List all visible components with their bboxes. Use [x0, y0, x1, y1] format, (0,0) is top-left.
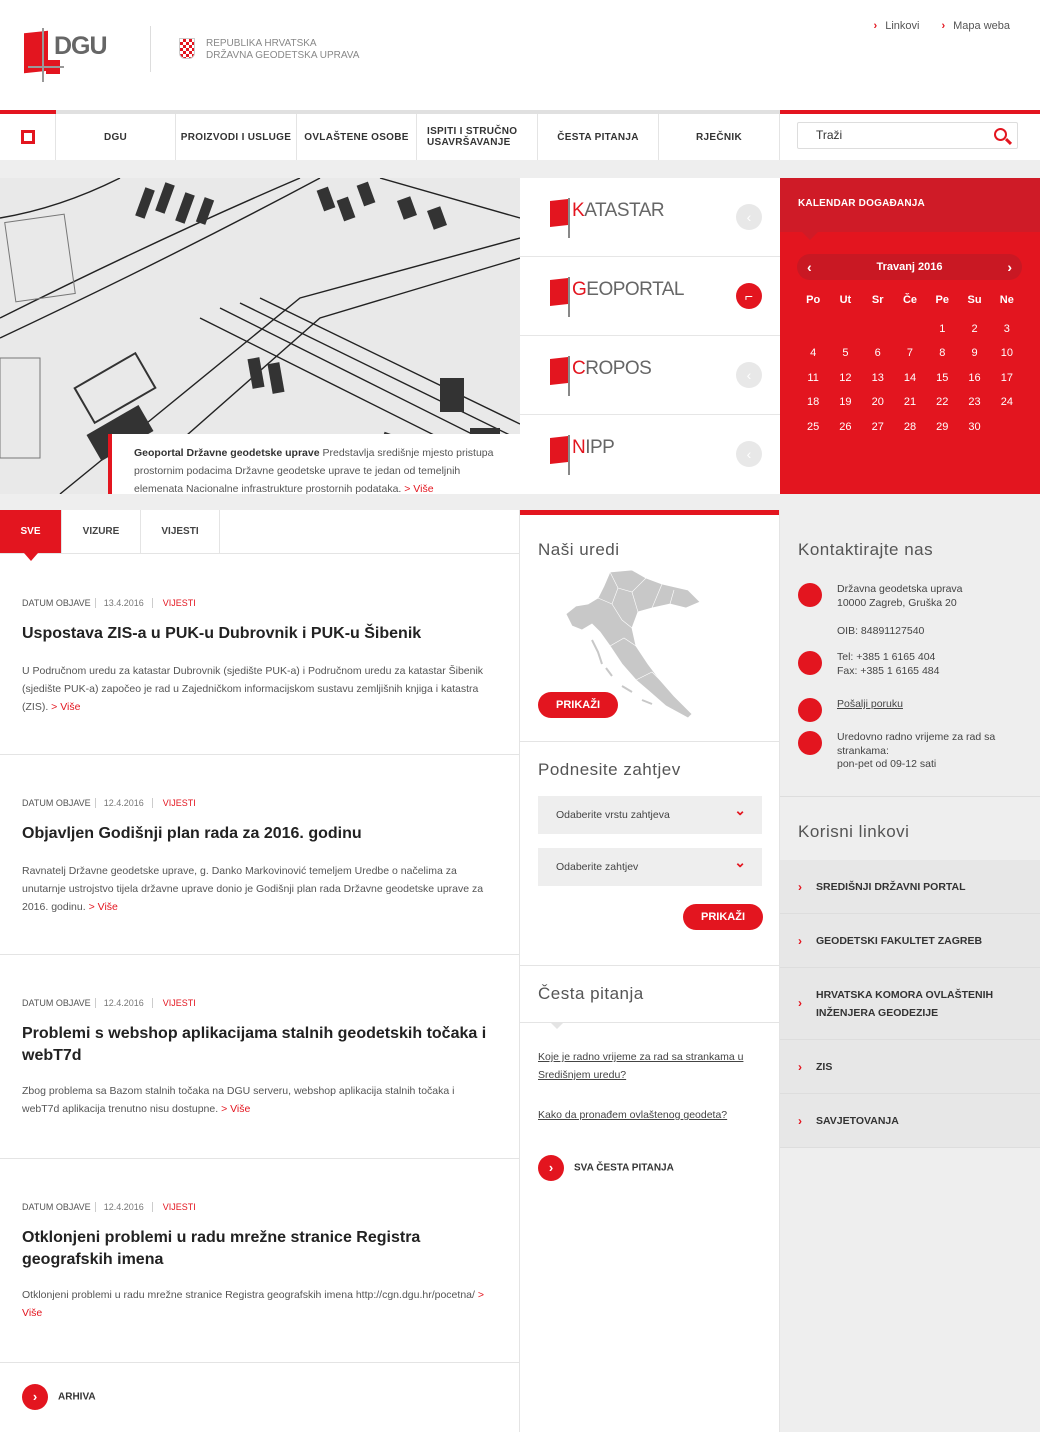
news-tabs — [0, 510, 519, 554]
app-logo-icon — [550, 277, 572, 311]
app-logo-icon — [550, 356, 572, 390]
calendar-weekday: Po — [806, 294, 821, 306]
chevron-right-icon: › — [798, 1114, 802, 1128]
calendar-day[interactable]: 23 — [968, 396, 981, 408]
app-name: NIPP — [572, 437, 615, 458]
nav-item-ispiti[interactable]: ISPITI I STRUČNO USAVRŠAVANJE — [417, 114, 538, 160]
news-article — [0, 955, 520, 1159]
organization-name — [206, 38, 359, 62]
nav-item-ovlastene-osobe[interactable]: OVLAŠTENE OSOBE — [297, 114, 417, 160]
article-category[interactable]: VIJESTI — [152, 998, 196, 1008]
calendar-day[interactable]: 10 — [1000, 347, 1013, 359]
request-title: Podnesite zahtjev — [538, 760, 681, 779]
calendar-day[interactable]: 13 — [871, 371, 884, 384]
article-date: 12.4.2016 — [95, 998, 152, 1008]
chevron-right-icon: › — [798, 1060, 802, 1074]
accent-bar — [520, 510, 779, 515]
app-logo-icon — [550, 435, 572, 469]
calendar-day[interactable]: 15 — [936, 371, 949, 384]
calendar-day[interactable]: 28 — [903, 420, 917, 433]
top-links — [874, 20, 1010, 32]
hero-caption-text: Predstavlja središnje mjesto pristupa prostornim podacima Državne geodetske uprave te jedan od temeljnih elemenata Nacionalne infrastrukture prostornih podataka. — [134, 447, 494, 494]
divider — [780, 796, 1040, 797]
calendar-day[interactable]: 25 — [807, 420, 820, 433]
article-more-link[interactable]: > Više — [88, 901, 118, 913]
calendar-day[interactable]: 27 — [871, 420, 884, 433]
article-body — [22, 1286, 494, 1322]
nav-item-rjecnik[interactable]: RJEČNIK — [659, 114, 780, 160]
calendar-day[interactable]: 6 — [874, 347, 881, 359]
app-name: CROPOS — [572, 358, 652, 379]
nav-home[interactable] — [0, 114, 56, 160]
event-calendar — [780, 178, 1040, 494]
news-article — [0, 555, 520, 755]
nav-item-cesta-pitanja[interactable]: ČESTA PITANJA — [538, 114, 659, 160]
faq-title: Česta pitanja — [538, 984, 644, 1003]
article-body — [22, 1082, 494, 1118]
calendar-day[interactable]: 29 — [936, 420, 949, 433]
location-pin-icon — [798, 583, 822, 607]
useful-link-label: SAVJETOVANJA — [816, 1115, 899, 1127]
nav-item-proizvodi[interactable]: PROIZVODI I USLUGE — [176, 114, 297, 160]
calendar-day[interactable]: 17 — [1000, 371, 1013, 384]
calendar-week — [797, 317, 1023, 342]
calendar-day[interactable]: 1 — [939, 322, 946, 335]
chevron-right-icon[interactable]: › — [1007, 259, 1012, 275]
useful-link-label: GEODETSKI FAKULTET ZAGREB — [816, 935, 983, 947]
app-logo-icon — [550, 198, 572, 232]
calendar-day[interactable]: 4 — [810, 347, 817, 359]
article-title[interactable]: Otklonjeni problemi u radu mrežne stranice Registra geografskih imena — [22, 1229, 421, 1268]
main-nav — [0, 110, 1040, 160]
article-body — [22, 862, 494, 916]
calendar-day[interactable]: 14 — [903, 371, 917, 384]
useful-link-label: ZIS — [816, 1061, 833, 1073]
article-body-text: Ravnatelj Državne geodetske uprave, g. Danko Markovinović temeljem Uredbe o načelima za unutarnje ustrojstvo tijela državne uprave donio je Godišnji plan rada Državne geodetske uprave za 2016. godinu. — [22, 865, 484, 913]
offices-title: Naši uredi — [538, 540, 620, 559]
chevron-right-icon: › — [941, 20, 946, 32]
calendar-week — [797, 366, 1023, 391]
article-meta-label: DATUM OBJAVE — [22, 998, 91, 1008]
calendar-weekday: Ut — [839, 294, 852, 306]
useful-links-title: Korisni linkovi — [798, 822, 910, 841]
all-faq-label: SVA ČESTA PITANJA — [574, 1162, 674, 1174]
app-geoportal[interactable] — [520, 257, 780, 336]
calendar-day[interactable]: 5 — [842, 347, 849, 359]
useful-links-list — [780, 860, 1040, 1148]
header — [0, 0, 1040, 110]
calendar-day[interactable]: 24 — [1000, 396, 1013, 408]
calendar-day — [894, 317, 926, 342]
calendar-weekday: Su — [967, 294, 982, 306]
article-meta-label: DATUM OBJAVE — [22, 1202, 91, 1212]
top-link-label: Linkovi — [885, 20, 920, 32]
calendar-day[interactable]: 22 — [936, 396, 949, 408]
hero-more-link[interactable]: > Više — [404, 483, 434, 494]
calendar-day[interactable]: 26 — [839, 420, 852, 433]
search-icon[interactable] — [994, 128, 1007, 141]
hero-caption-title: Geoportal Državne geodetske uprave — [134, 447, 320, 459]
request-show-button[interactable]: PRIKAŽI — [683, 904, 763, 930]
article-date: 12.4.2016 — [95, 1202, 152, 1212]
tab-sve[interactable]: SVE — [0, 510, 62, 553]
chevron-left-icon[interactable]: ‹ — [807, 259, 812, 275]
spacer — [0, 494, 1040, 510]
app-katastar[interactable] — [520, 178, 780, 257]
calendar-week — [797, 415, 1023, 440]
article-category[interactable]: VIJESTI — [152, 598, 196, 608]
calendar-day[interactable]: 9 — [971, 347, 978, 359]
home-icon — [21, 130, 35, 144]
chevron-icon[interactable]: ‹ — [736, 204, 762, 230]
app-nipp[interactable] — [520, 415, 780, 494]
nav-item-dgu[interactable]: DGU — [56, 114, 176, 160]
contact-oib: OIB: 84891127540 — [837, 625, 925, 637]
calendar-grid — [797, 288, 1023, 439]
calendar-day — [991, 415, 1023, 440]
offices-show-button[interactable]: PRIKAŽI — [538, 692, 618, 718]
calendar-month-label: Travanj 2016 — [876, 261, 943, 273]
useful-link-item[interactable] — [780, 914, 1040, 968]
calendar-day[interactable]: 16 — [968, 371, 981, 384]
search-input[interactable] — [797, 122, 1018, 149]
calendar-month-selector — [797, 254, 1022, 280]
request-type-select[interactable]: Odaberite vrstu zahtjeva ⌄ — [538, 796, 762, 834]
article-meta — [22, 598, 196, 608]
contact-title: Kontaktirajte nas — [798, 540, 934, 559]
article-body-text: Otklonjeni problemi u radu mrežne stranice Registra geografskih imena http://cgn.dgu.hr/pocetna/ — [22, 1289, 475, 1301]
top-link-linkovi[interactable] — [874, 20, 920, 32]
calendar-week — [797, 390, 1023, 415]
request-select[interactable]: Odaberite zahtjev ⌄ — [538, 848, 762, 886]
article-category[interactable]: VIJESTI — [152, 798, 196, 808]
calendar-day — [797, 317, 829, 342]
header-separator — [150, 26, 151, 72]
useful-link-label: HRVATSKA KOMORA OVLAŠTENIH INŽENJERA GEODEZIJE — [816, 989, 994, 1019]
useful-link-item[interactable] — [780, 1040, 1040, 1094]
chevron-right-icon: › — [22, 1384, 48, 1410]
useful-link-label: SREDIŠNJI DRŽAVNI PORTAL — [816, 881, 966, 893]
calendar-day[interactable]: 8 — [939, 347, 946, 359]
article-more-link[interactable]: > Više — [22, 1289, 484, 1319]
article-body — [22, 662, 494, 716]
clock-icon — [798, 731, 822, 755]
envelope-icon — [798, 698, 822, 722]
article-body-text: Zbog problema sa Bazom stalnih točaka na DGU serveru, webshop aplikacija stalnih točaka i webT7d aplikacija trenutno nisu dostupne. — [22, 1085, 455, 1115]
spacer — [0, 160, 1040, 178]
faq-question-link[interactable]: Koje je radno vrijeme za rad sa strankama u Središnjem uredu? — [538, 1051, 744, 1081]
article-meta — [22, 798, 196, 808]
chevron-right-icon: › — [538, 1155, 564, 1181]
article-date: 12.4.2016 — [95, 798, 152, 808]
useful-link-item[interactable] — [780, 968, 1040, 1040]
calendar-day[interactable]: 30 — [968, 420, 981, 433]
article-meta-label: DATUM OBJAVE — [22, 798, 91, 808]
calendar-day[interactable]: 3 — [1003, 322, 1010, 335]
article-category[interactable]: VIJESTI — [152, 1202, 196, 1212]
calendar-day[interactable]: 12 — [839, 371, 852, 384]
article-body-text: U Područnom uredu za katastar Dubrovnik (sjedište PUK-a) i Područnom uredu za katastar Šibenik (sjedište PUK-a) započeo je rad u Zajedničkom informacijskom sustavu zemljišnih knjiga i katastra (ZIS). — [22, 665, 484, 713]
divider — [520, 741, 779, 742]
divider — [520, 965, 779, 966]
calendar-weekday: Sr — [871, 294, 884, 306]
chevron-icon[interactable]: ‹ — [736, 362, 762, 388]
tab-vizure[interactable]: VIZURE — [62, 510, 141, 553]
faq-question-link[interactable]: Kako da pronađem ovlaštenog geodeta? — [538, 1109, 728, 1121]
search-placeholder: Traži — [816, 128, 843, 142]
article-date: 13.4.2016 — [95, 598, 152, 608]
article-meta — [22, 1202, 196, 1212]
article-more-link[interactable]: > Više — [51, 701, 81, 713]
pointer — [550, 1022, 564, 1029]
calendar-day[interactable]: 20 — [871, 396, 884, 408]
calendar-day[interactable]: 2 — [971, 322, 978, 335]
right-column: Kontaktirajte nas Državna geodetska uprava 10000 Zagreb, Gruška 20 OIB: 84891127540 Tel: +385 1 6165 404 Fax: +385 1 6165 484 Pošalji poruku Uredovno radno vrijeme za rad sa strankama: pon-pet od 09-12 sati Korisni linkovi › SREDIŠNJI DRŽAVNI PORTAL › GEODETSKI FAKULTET ZAGREB › HRVATSKA KOMORA OVLAŠTENIH INŽENJERA GEODEZIJE › ZIS › SAVJETOVANJA — [780, 510, 1040, 1432]
calendar-weekday: Ne — [999, 294, 1014, 306]
useful-link-item[interactable] — [780, 860, 1040, 914]
article-more-link[interactable]: > Više — [221, 1103, 251, 1115]
org-line-2: DRŽAVNA GEODETSKA UPRAVA — [206, 50, 360, 61]
useful-link-item[interactable] — [780, 1094, 1040, 1148]
nav-accent-bar — [780, 110, 1040, 114]
hero-caption — [108, 434, 520, 494]
org-line-1: REPUBLIKA HRVATSKA — [206, 38, 317, 49]
article-meta — [22, 998, 196, 1008]
article-title[interactable]: Objavljen Godišnji plan rada za 2016. godinu — [22, 825, 362, 842]
chevron-right-icon: › — [798, 880, 802, 894]
app-list — [520, 178, 780, 494]
all-faq-link[interactable] — [538, 1155, 674, 1181]
article-meta-label: DATUM OBJAVE — [22, 598, 91, 608]
logo-text: DGU — [54, 32, 107, 60]
calendar-title: KALENDAR DOGAĐANJA — [780, 178, 1040, 232]
archive-link[interactable] — [22, 1384, 96, 1410]
calendar-week — [797, 341, 1023, 366]
chevron-icon[interactable]: ⌐ — [736, 283, 762, 309]
hero-map-image[interactable] — [0, 178, 520, 494]
middle-column — [520, 510, 780, 1432]
article-title[interactable]: Problemi s webshop aplikacijama stalnih geodetskih točaka i webT7d — [22, 1025, 487, 1064]
calendar-weekday: Če — [902, 294, 918, 306]
chevron-right-icon: › — [873, 20, 878, 32]
news-article — [0, 755, 520, 955]
calendar-day[interactable]: 18 — [807, 396, 820, 408]
calendar-weekday: Pe — [935, 294, 949, 306]
article-title[interactable]: Uspostava ZIS-a u PUK-u Dubrovnik i PUK-u Šibenik — [22, 625, 422, 642]
calendar-day[interactable]: 19 — [839, 396, 852, 408]
croatian-coat-of-arms-icon — [179, 38, 195, 59]
calendar-day — [862, 317, 894, 342]
dgu-logo[interactable] — [22, 28, 112, 84]
phone-icon — [798, 651, 822, 675]
calendar-day[interactable]: 11 — [807, 371, 819, 384]
chevron-right-icon: › — [798, 934, 802, 948]
top-link-mapa-weba[interactable] — [941, 20, 1010, 32]
app-name: KATASTAR — [572, 200, 665, 221]
app-cropos[interactable] — [520, 336, 780, 415]
tab-vijesti[interactable]: VIJESTI — [141, 510, 220, 553]
news-article — [0, 1159, 520, 1363]
archive-label: ARHIVA — [58, 1391, 96, 1403]
calendar-day[interactable]: 21 — [903, 396, 917, 408]
chevron-right-icon: › — [798, 996, 802, 1010]
calendar-weekdays — [797, 288, 1023, 313]
calendar-day — [829, 317, 861, 342]
send-message-link[interactable]: Pošalji poruku — [837, 698, 903, 710]
top-link-label: Mapa weba — [953, 20, 1010, 32]
chevron-icon[interactable]: ‹ — [736, 441, 762, 467]
calendar-day[interactable]: 7 — [906, 347, 914, 359]
app-name: GEOPORTAL — [572, 279, 684, 300]
